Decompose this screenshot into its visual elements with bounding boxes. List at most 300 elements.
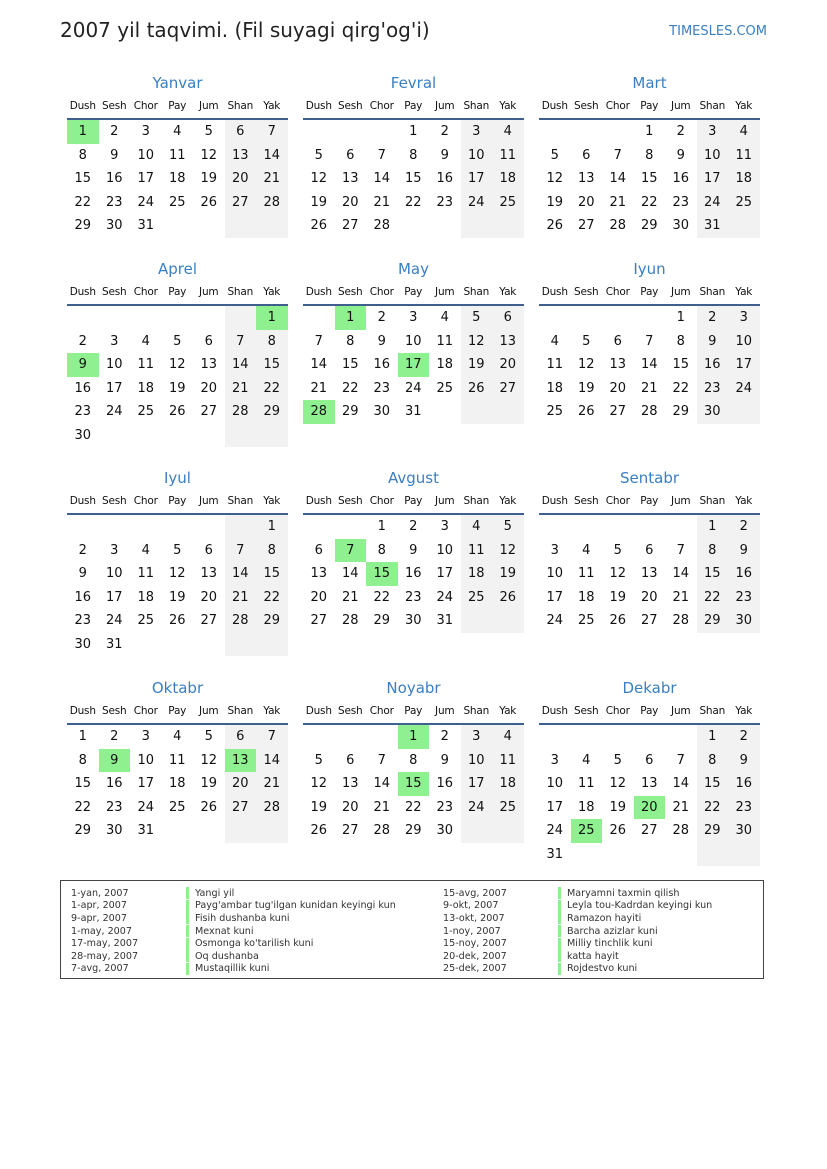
weekday-label: Sesh (338, 286, 363, 298)
day-cell: 9 (676, 147, 685, 163)
empty-day-cell (162, 633, 194, 657)
empty-day-cell (193, 306, 225, 330)
day-cell: 3 (697, 120, 729, 144)
day-cell: 18 (168, 171, 186, 186)
day-cell: 12 (168, 566, 186, 581)
day-cell: 14 (341, 566, 359, 581)
day-cell: 10 (137, 147, 155, 163)
weekday-label: Sesh (338, 705, 363, 717)
empty-day-cell (539, 725, 571, 749)
day-cell: 31 (105, 636, 123, 652)
day-cell: 7 (613, 147, 622, 163)
holiday-day-cell: 1 (398, 725, 430, 749)
day-cell: 4 (728, 120, 760, 144)
weekday-header (539, 282, 760, 302)
weekday-label: Sesh (102, 495, 127, 507)
day-cell: 27 (640, 823, 658, 838)
weekday-header (303, 282, 524, 302)
day-cell: 22 (697, 586, 729, 610)
empty-day-cell (193, 819, 225, 843)
empty-day-cell (634, 515, 666, 539)
legend-holiday-name: katta hayit (567, 950, 619, 962)
empty-day-cell (130, 633, 162, 657)
weekday-header (539, 96, 760, 116)
day-cell: 18 (137, 380, 155, 396)
day-cell: 23 (728, 586, 760, 610)
legend-marker (558, 950, 561, 962)
weekday-label: Yak (263, 705, 281, 717)
legend-entry (71, 900, 396, 913)
weekday-label: Chor (369, 705, 394, 717)
day-cell: 24 (137, 799, 155, 815)
day-cell: 13 (225, 144, 257, 168)
empty-day-cell (193, 424, 225, 448)
holiday-day-cell: 15 (398, 772, 430, 796)
legend-entry (443, 925, 712, 938)
legend-marker (558, 925, 561, 937)
legend-date: 15-noy, 2007 (443, 938, 507, 950)
day-cell: 22 (672, 380, 690, 396)
legend-entry (443, 887, 712, 900)
day-cell: 23 (672, 194, 690, 210)
empty-day-cell (571, 843, 603, 867)
day-cell: 10 (546, 776, 564, 791)
day-cell: 9 (697, 330, 729, 354)
day-cell: 28 (640, 404, 658, 419)
day-cell: 29 (256, 400, 288, 424)
weekday-label: Shan (227, 705, 254, 717)
day-cell: 3 (550, 542, 559, 558)
day-cell: 29 (341, 404, 359, 419)
day-cell: 12 (200, 752, 218, 768)
day-cell: 29 (697, 819, 729, 843)
day-cell: 10 (404, 333, 422, 349)
day-cell: 13 (492, 330, 524, 354)
day-cell: 10 (137, 752, 155, 768)
weekday-label: Sesh (574, 100, 599, 112)
day-cell: 27 (200, 404, 218, 419)
day-cell: 14 (225, 562, 257, 586)
weekday-header (67, 282, 288, 302)
weekday-label: Dush (305, 705, 332, 717)
legend-marker (558, 900, 561, 912)
month-name: Noyabr (386, 679, 441, 697)
legend-date: 25-dek, 2007 (443, 963, 507, 975)
weekday-label: Chor (605, 286, 630, 298)
day-cell: 16 (697, 353, 729, 377)
day-cell: 28 (225, 609, 257, 633)
empty-day-cell (602, 120, 634, 144)
day-cell: 26 (310, 218, 328, 233)
day-grid (67, 515, 288, 656)
empty-day-cell (571, 515, 603, 539)
weekday-label: Chor (369, 100, 394, 112)
day-cell: 17 (137, 171, 155, 186)
day-cell: 19 (200, 776, 218, 791)
day-cell: 5 (492, 515, 524, 539)
legend-date: 13-okt, 2007 (443, 912, 505, 924)
weekday-label: Chor (133, 100, 158, 112)
day-cell: 12 (200, 147, 218, 163)
day-cell: 17 (697, 167, 729, 191)
day-grid (303, 306, 524, 424)
day-cell: 26 (492, 586, 524, 610)
empty-day-cell (335, 515, 367, 539)
weekday-label: Chor (605, 100, 630, 112)
day-cell: 17 (461, 772, 493, 796)
month-avgust (303, 467, 524, 633)
day-cell: 30 (74, 427, 92, 443)
day-cell: 17 (546, 799, 564, 815)
day-cell: 8 (409, 147, 418, 163)
day-cell: 8 (377, 542, 386, 558)
day-cell: 10 (461, 144, 493, 168)
weekday-label: Pay (168, 495, 187, 507)
day-cell: 15 (256, 353, 288, 377)
month-fevral (303, 72, 524, 238)
empty-day-cell (665, 515, 697, 539)
day-cell: 8 (409, 752, 418, 768)
weekday-label: Shan (699, 705, 726, 717)
day-cell: 26 (609, 613, 627, 628)
holiday-legend (60, 880, 764, 979)
day-cell: 27 (225, 796, 257, 820)
legend-column-right (443, 887, 712, 975)
empty-day-cell (571, 725, 603, 749)
empty-day-cell (602, 725, 634, 749)
day-cell: 5 (582, 333, 591, 349)
day-cell: 20 (225, 772, 257, 796)
empty-day-cell (461, 609, 493, 633)
empty-day-cell (728, 843, 760, 867)
day-cell: 28 (256, 191, 288, 215)
legend-entry (443, 950, 712, 963)
legend-date: 28-may, 2007 (71, 950, 139, 962)
holiday-day-cell: 1 (256, 306, 288, 330)
day-cell: 1 (78, 729, 87, 744)
empty-day-cell (162, 306, 194, 330)
weekday-label: Pay (404, 495, 423, 507)
day-cell: 22 (404, 799, 422, 815)
day-cell: 24 (546, 823, 564, 838)
day-cell: 25 (577, 613, 595, 628)
day-cell: 21 (225, 586, 257, 610)
legend-holiday-name: Leyla tou-Kadrdan keyingi kun (567, 900, 713, 912)
day-cell: 12 (577, 357, 595, 372)
legend-entry (71, 937, 396, 950)
site-link[interactable]: TIMESLES.COM (669, 24, 767, 39)
day-cell: 8 (256, 539, 288, 563)
day-cell: 31 (137, 218, 155, 233)
day-cell: 25 (461, 586, 493, 610)
empty-day-cell (193, 633, 225, 657)
day-cell: 21 (225, 377, 257, 401)
legend-marker (186, 912, 189, 924)
day-cell: 9 (377, 333, 386, 349)
day-cell: 30 (404, 613, 422, 628)
day-cell: 10 (461, 749, 493, 773)
empty-day-cell (492, 400, 524, 424)
weekday-label: Yak (499, 495, 517, 507)
day-cell: 20 (200, 380, 218, 396)
day-cell: 16 (436, 171, 454, 186)
day-cell: 16 (672, 171, 690, 186)
day-grid (67, 120, 288, 238)
weekday-label: Dush (69, 286, 96, 298)
legend-holiday-name: Fisih dushanba kuni (195, 912, 290, 924)
weekday-label: Dush (541, 495, 568, 507)
day-cell: 15 (256, 562, 288, 586)
day-cell: 3 (461, 725, 493, 749)
weekday-label: Dush (305, 286, 332, 298)
day-cell: 10 (546, 566, 564, 581)
empty-day-cell (303, 120, 335, 144)
day-cell: 5 (461, 306, 493, 330)
day-cell: 23 (728, 796, 760, 820)
day-cell: 17 (728, 353, 760, 377)
weekday-label: Dush (541, 100, 568, 112)
day-cell: 6 (613, 333, 622, 349)
weekday-header (303, 491, 524, 511)
legend-marker (558, 912, 561, 924)
month-name: Sentabr (619, 469, 680, 487)
day-cell: 19 (492, 562, 524, 586)
legend-marker (186, 950, 189, 962)
empty-day-cell (256, 819, 288, 843)
day-cell: 2 (728, 515, 760, 539)
day-cell: 26 (200, 194, 218, 210)
day-grid (303, 725, 524, 843)
month-name: Yanvar (152, 74, 203, 92)
day-cell: 2 (697, 306, 729, 330)
day-cell: 28 (609, 218, 627, 233)
empty-day-cell (99, 515, 131, 539)
day-cell: 8 (676, 333, 685, 349)
day-cell: 21 (672, 799, 690, 815)
day-cell: 12 (310, 171, 328, 186)
day-cell: 5 (613, 752, 622, 768)
empty-day-cell (225, 306, 257, 330)
month-oktabr (67, 677, 288, 843)
day-cell: 18 (168, 776, 186, 791)
day-cell: 17 (105, 380, 123, 396)
day-cell: 4 (461, 515, 493, 539)
day-cell: 1 (377, 519, 386, 534)
day-cell: 9 (728, 749, 760, 773)
month-sentabr (539, 467, 760, 633)
empty-day-cell (492, 609, 524, 633)
day-cell: 28 (373, 823, 391, 838)
day-cell: 16 (728, 772, 760, 796)
day-cell: 11 (577, 776, 595, 791)
weekday-label: Sesh (338, 495, 363, 507)
weekday-label: Dush (541, 705, 568, 717)
day-cell: 1 (645, 124, 654, 139)
weekday-label: Yak (735, 705, 753, 717)
day-cell: 22 (74, 799, 92, 815)
day-cell: 12 (546, 171, 564, 186)
legend-holiday-name: Mexnat kuni (195, 925, 254, 937)
day-cell: 4 (550, 333, 559, 349)
weekday-label: Jum (199, 100, 219, 112)
day-cell: 11 (168, 752, 186, 768)
day-cell: 31 (697, 214, 729, 238)
day-cell: 12 (461, 330, 493, 354)
empty-day-cell (539, 306, 571, 330)
holiday-day-cell: 15 (366, 562, 398, 586)
legend-entry (71, 950, 396, 963)
day-cell: 9 (440, 752, 449, 768)
weekday-label: Yak (735, 495, 753, 507)
day-cell: 14 (310, 357, 328, 372)
empty-day-cell (225, 214, 257, 238)
empty-day-cell (256, 424, 288, 448)
day-cell: 16 (74, 589, 92, 605)
day-cell: 21 (256, 772, 288, 796)
day-cell: 2 (409, 519, 418, 534)
day-cell: 11 (546, 357, 564, 372)
day-cell: 18 (546, 380, 564, 396)
day-grid (67, 306, 288, 447)
empty-day-cell (162, 214, 194, 238)
day-cell: 8 (645, 147, 654, 163)
day-cell: 30 (436, 823, 454, 838)
day-cell: 25 (492, 796, 524, 820)
weekday-label: Pay (168, 705, 187, 717)
day-cell: 14 (640, 357, 658, 372)
legend-date: 1-may, 2007 (71, 925, 132, 937)
empty-day-cell (130, 424, 162, 448)
day-cell: 17 (461, 167, 493, 191)
day-cell: 29 (256, 609, 288, 633)
day-cell: 5 (204, 729, 213, 744)
holiday-day-cell: 17 (398, 353, 430, 377)
month-dekabr (539, 677, 760, 866)
day-cell: 25 (168, 799, 186, 815)
day-cell: 4 (173, 729, 182, 744)
day-cell: 24 (728, 377, 760, 401)
legend-holiday-name: Oq dushanba (195, 950, 259, 962)
holiday-day-cell: 28 (303, 400, 335, 424)
day-cell: 15 (341, 357, 359, 372)
day-cell: 18 (492, 167, 524, 191)
day-cell: 2 (676, 124, 685, 139)
legend-holiday-name: Barcha azizlar kuni (567, 925, 658, 937)
day-cell: 4 (141, 542, 150, 558)
month-iyun (539, 258, 760, 424)
empty-day-cell (602, 306, 634, 330)
weekday-label: Sesh (338, 100, 363, 112)
legend-holiday-name: Osmonga ko'tarilish kuni (195, 938, 314, 950)
day-cell: 3 (141, 124, 150, 139)
month-iyul (67, 467, 288, 656)
day-cell: 20 (225, 167, 257, 191)
day-cell: 10 (697, 144, 729, 168)
day-cell: 7 (256, 120, 288, 144)
day-cell: 23 (105, 194, 123, 210)
day-cell: 21 (256, 167, 288, 191)
day-cell: 11 (492, 144, 524, 168)
weekday-label: Shan (463, 495, 490, 507)
day-cell: 4 (492, 725, 524, 749)
weekday-label: Pay (640, 286, 659, 298)
day-cell: 16 (728, 562, 760, 586)
day-cell: 30 (697, 400, 729, 424)
day-cell: 2 (440, 729, 449, 744)
day-cell: 11 (436, 333, 454, 349)
weekday-label: Shan (699, 495, 726, 507)
day-cell: 13 (341, 776, 359, 791)
weekday-label: Jum (435, 705, 455, 717)
day-cell: 8 (78, 147, 87, 163)
day-cell: 25 (137, 404, 155, 419)
weekday-label: Jum (435, 286, 455, 298)
day-cell: 7 (377, 147, 386, 163)
day-cell: 24 (461, 191, 493, 215)
day-cell: 8 (697, 539, 729, 563)
weekday-label: Shan (227, 495, 254, 507)
day-cell: 22 (697, 796, 729, 820)
day-cell: 25 (492, 191, 524, 215)
weekday-label: Jum (671, 286, 691, 298)
day-cell: 13 (640, 776, 658, 791)
empty-day-cell (665, 843, 697, 867)
day-cell: 23 (404, 589, 422, 605)
day-cell: 27 (577, 218, 595, 233)
day-cell: 25 (168, 194, 186, 210)
legend-holiday-name: Rojdestvo kuni (567, 963, 638, 975)
month-name: Iyun (633, 260, 666, 278)
day-grid (539, 515, 760, 633)
weekday-label: Pay (168, 286, 187, 298)
day-cell: 6 (314, 542, 323, 558)
day-cell: 28 (672, 823, 690, 838)
day-cell: 26 (200, 799, 218, 815)
day-cell: 9 (728, 539, 760, 563)
day-cell: 22 (373, 589, 391, 605)
empty-day-cell (99, 306, 131, 330)
legend-date: 15-avg, 2007 (443, 887, 507, 899)
day-cell: 14 (225, 353, 257, 377)
day-cell: 18 (137, 589, 155, 605)
month-noyabr (303, 677, 524, 843)
day-grid (303, 515, 524, 633)
day-cell: 23 (105, 799, 123, 815)
day-cell: 30 (105, 218, 123, 233)
day-cell: 26 (609, 823, 627, 838)
legend-entry (71, 963, 396, 976)
day-cell: 2 (110, 124, 119, 139)
day-cell: 25 (137, 613, 155, 628)
legend-marker (186, 925, 189, 937)
weekday-label: Pay (168, 100, 187, 112)
month-name: Aprel (157, 260, 198, 278)
day-cell: 15 (74, 171, 92, 186)
day-cell: 7 (676, 542, 685, 558)
weekday-label: Dush (541, 286, 568, 298)
day-cell: 21 (310, 380, 328, 396)
empty-day-cell (225, 515, 257, 539)
day-cell: 22 (256, 586, 288, 610)
legend-date: 17-may, 2007 (71, 938, 139, 950)
month-mart (539, 72, 760, 238)
day-cell: 4 (141, 333, 150, 349)
day-cell: 25 (436, 380, 454, 396)
empty-day-cell (256, 633, 288, 657)
day-cell: 11 (728, 144, 760, 168)
day-cell: 23 (74, 613, 92, 628)
weekday-label: Jum (435, 100, 455, 112)
